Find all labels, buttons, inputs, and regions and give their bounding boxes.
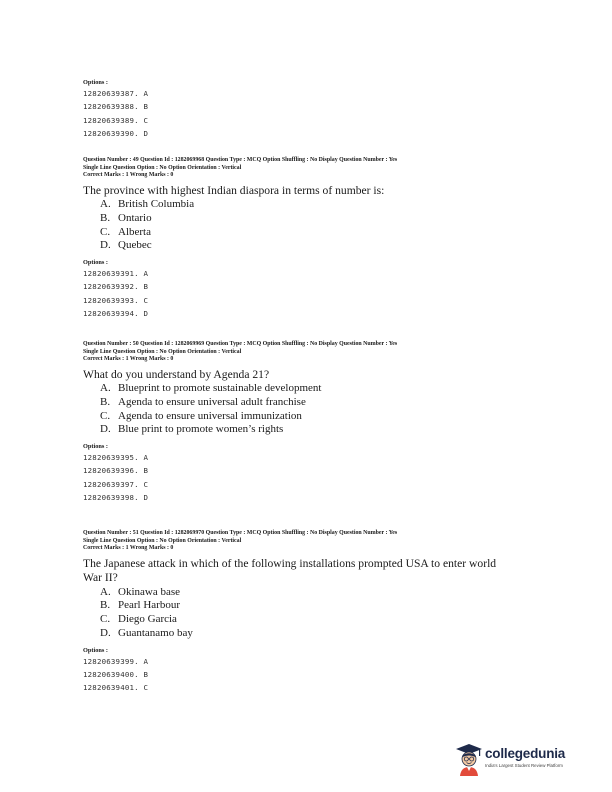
choice-letter: D. <box>100 626 111 639</box>
choice-list <box>100 586 523 641</box>
option-id: 12820639387. A <box>83 89 149 98</box>
option-id: 12820639390. D <box>83 128 149 138</box>
option-id: 12820639399. A <box>83 656 149 666</box>
logo-wordmark: collegedunia <box>485 746 566 761</box>
choice-text: Agenda to ensure universal adult franchise <box>118 395 306 408</box>
choice-item <box>100 410 523 424</box>
choice-text: British Columbia <box>118 198 195 211</box>
choice-list <box>100 198 523 253</box>
choice-text: Alberta <box>118 225 151 238</box>
question-51 <box>83 530 523 694</box>
question-meta: Question Number : 51 Question Id : 1282069970 Question Type : MCQ Option Shuffling : No Display Question Number : Yes <box>83 530 398 536</box>
choice-letter: B. <box>100 211 111 224</box>
choice-list <box>100 382 523 437</box>
choice-item <box>100 198 523 212</box>
choice-item <box>100 396 523 410</box>
choice-item <box>100 382 523 396</box>
option-id: 12820639389. C <box>83 115 149 125</box>
choice-text: Blueprint to promote sustainable development <box>118 382 322 395</box>
option-id: 12820639400. B <box>83 669 149 679</box>
question-meta: Question Number : 49 Question Id : 1282069968 Question Type : MCQ Option Shuffling : No Display Question Number : Yes <box>83 157 398 163</box>
choice-item <box>100 627 523 641</box>
question-text: The Japanese attack in which of the following installations prompted USA to enter world War II? <box>83 556 497 585</box>
logo-tagline: India's Largest Student Review Platform <box>485 763 563 768</box>
choice-letter: B. <box>100 395 111 408</box>
question-meta: Single Line Question Option : No Option Orientation : Vertical <box>83 164 242 171</box>
choice-item <box>100 423 523 437</box>
choice-letter: A. <box>100 585 111 598</box>
choice-text: Ontario <box>118 211 152 224</box>
collegedunia-logo[interactable] <box>455 743 585 777</box>
option-id: 12820639388. B <box>83 102 149 112</box>
choice-letter: D. <box>100 239 111 252</box>
options-label: Options : <box>83 79 109 86</box>
question-meta: Question Number : 50 Question Id : 1282069969 Question Type : MCQ Option Shuffling : No Display Question Number : Yes <box>83 341 398 347</box>
marks-meta: Correct Marks : 1 Wrong Marks : 0 <box>83 356 174 363</box>
choice-item <box>100 239 523 253</box>
choice-letter: C. <box>100 613 111 626</box>
options-label: Options : <box>83 259 109 267</box>
question-49 <box>83 157 523 320</box>
options-label: Options : <box>83 443 109 451</box>
choice-letter: A. <box>100 382 111 395</box>
choice-text: Guantanamo bay <box>118 626 193 639</box>
marks-meta: Correct Marks : 1 Wrong Marks : 0 <box>83 172 174 179</box>
option-id: 12820639397. C <box>83 479 149 489</box>
option-id: 12820639392. B <box>83 282 149 292</box>
choice-item <box>100 613 523 627</box>
question-text: The province with highest Indian diaspora in terms of number is: <box>83 183 385 197</box>
option-id: 12820639393. C <box>83 295 149 305</box>
option-id: 12820639401. C <box>83 683 149 693</box>
question-text: What do you understand by Agenda 21? <box>83 367 270 381</box>
choice-text: Okinawa base <box>118 585 181 598</box>
choice-text: Agenda to ensure universal immunization <box>118 409 302 422</box>
option-id: 12820639395. A <box>83 453 149 463</box>
choice-letter: B. <box>100 599 111 612</box>
options-label: Options : <box>83 646 109 654</box>
choice-text: Pearl Harbour <box>118 599 181 612</box>
option-id: 12820639396. B <box>83 466 149 476</box>
choice-item <box>100 599 523 613</box>
choice-text: Diego Garcia <box>118 613 177 626</box>
choice-text: Quebec <box>118 239 152 252</box>
choice-item <box>100 212 523 226</box>
question-meta: Single Line Question Option : No Option Orientation : Vertical <box>83 537 242 544</box>
choice-letter: A. <box>100 198 111 211</box>
choice-item <box>100 586 523 600</box>
choice-letter: C. <box>100 409 111 422</box>
question-meta: Single Line Question Option : No Option Orientation : Vertical <box>83 348 242 355</box>
graduate-mascot-icon <box>455 743 483 777</box>
options-block-previous <box>83 79 523 140</box>
question-50 <box>83 341 523 504</box>
marks-meta: Correct Marks : 1 Wrong Marks : 0 <box>83 545 174 552</box>
option-id: 12820639394. D <box>83 308 149 318</box>
option-id: 12820639391. A <box>83 269 149 279</box>
choice-letter: D. <box>100 423 111 436</box>
choice-item <box>100 226 523 240</box>
option-id: 12820639398. D <box>83 492 149 502</box>
choice-letter: C. <box>100 225 111 238</box>
choice-text: Blue print to promote women’s rights <box>118 423 284 436</box>
